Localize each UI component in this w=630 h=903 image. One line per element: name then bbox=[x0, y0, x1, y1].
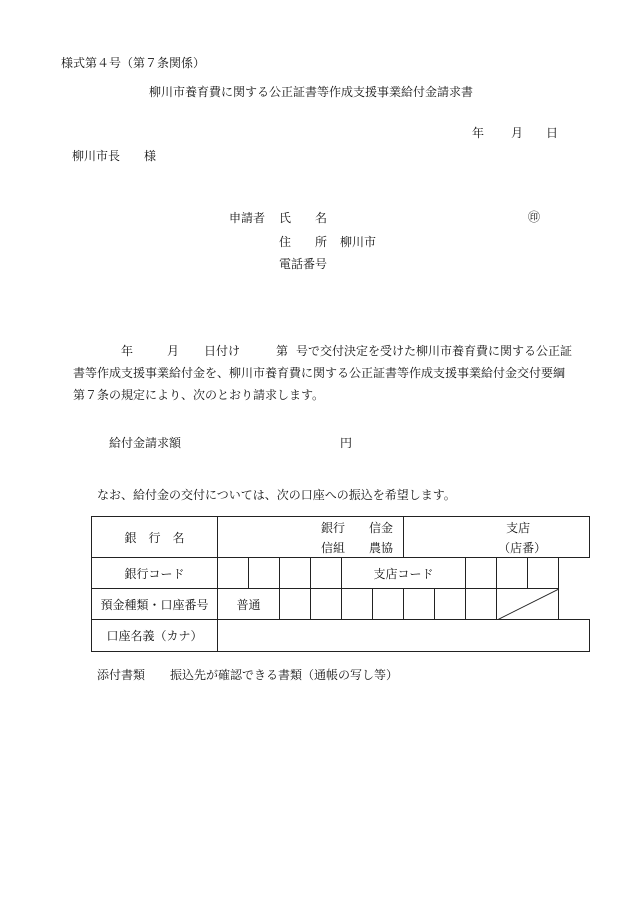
bank-type-bank: 銀行 bbox=[321, 521, 346, 535]
applicant-address-value: 柳川市 bbox=[340, 235, 377, 249]
bank-code-label: 銀行コード bbox=[92, 558, 218, 589]
attachments-value: 振込先が確認できる書類（通帳の写し等） bbox=[170, 668, 399, 682]
document-title: 柳川市養育費に関する公正証書等作成支援事業給付金請求書 bbox=[149, 85, 474, 99]
body-year: 年 bbox=[121, 344, 134, 358]
branch-number-label: （店番） bbox=[498, 541, 547, 555]
amount-label: 給付金請求額 bbox=[109, 436, 182, 450]
transfer-note: なお、給付金の交付については、次の口座への振込を希望します。 bbox=[97, 488, 456, 502]
applicant-phone-label: 電話番号 bbox=[279, 257, 328, 271]
account-number-digit[interactable] bbox=[466, 589, 497, 620]
date-year-label: 年 bbox=[472, 126, 485, 140]
amount-unit: 円 bbox=[340, 436, 353, 450]
bank-code-digit[interactable] bbox=[280, 558, 311, 589]
addressee: 柳川市長 様 bbox=[72, 149, 157, 163]
bank-code-digit[interactable] bbox=[311, 558, 342, 589]
bank-name-label: 銀 行 名 bbox=[92, 517, 218, 558]
account-type-value[interactable]: 普通 bbox=[218, 589, 280, 620]
body-month: 月 bbox=[167, 344, 180, 358]
date-month-label: 月 bbox=[511, 126, 524, 140]
account-holder-value[interactable] bbox=[218, 620, 590, 652]
bank-name-cell[interactable] bbox=[218, 517, 404, 558]
account-number-digit[interactable] bbox=[373, 589, 404, 620]
diagonal-line bbox=[497, 589, 559, 620]
body-day-suffix: 日付け bbox=[204, 344, 241, 358]
diagonal-blank-cell bbox=[497, 589, 559, 620]
body-text: 号で交付決定を受けた柳川市養育費に関する公正証書等作成支援事業給付金を、柳川市養育費に関する公正証書等作成支援事業給付金交付要綱第７条の規定により、次のとおり請求します。 bbox=[73, 344, 573, 402]
request-paragraph bbox=[73, 340, 573, 406]
bank-type-shinkumi: 信組 bbox=[321, 541, 346, 555]
bank-code-digit[interactable] bbox=[249, 558, 280, 589]
bank-type-shinkin: 信金 bbox=[369, 521, 394, 535]
account-number-digit[interactable] bbox=[404, 589, 435, 620]
form-number: 様式第４号（第７条関係） bbox=[61, 56, 206, 70]
branch-name-cell[interactable] bbox=[404, 517, 590, 558]
attachments-label: 添付書類 bbox=[97, 668, 146, 682]
applicant-address-label: 住 所 bbox=[279, 235, 328, 249]
date-day-label: 日 bbox=[546, 126, 559, 140]
applicant-label: 申請者 bbox=[229, 211, 266, 225]
branch-code-digit[interactable] bbox=[528, 558, 559, 589]
account-number-digit[interactable] bbox=[280, 589, 311, 620]
branch-label: 支店 bbox=[506, 521, 531, 535]
branch-code-digit[interactable] bbox=[466, 558, 497, 589]
account-number-digit[interactable] bbox=[342, 589, 373, 620]
branch-code-digit[interactable] bbox=[497, 558, 528, 589]
account-type-label: 預金種類・口座番号 bbox=[92, 589, 218, 620]
applicant-name-label: 氏 名 bbox=[279, 211, 328, 225]
account-number-digit[interactable] bbox=[311, 589, 342, 620]
account-holder-label: 口座名義（カナ） bbox=[92, 620, 218, 652]
branch-code-label: 支店コード bbox=[342, 558, 466, 589]
bank-type-nokyo: 農協 bbox=[369, 541, 394, 555]
account-number-digit[interactable] bbox=[435, 589, 466, 620]
bank-account-table bbox=[91, 516, 590, 652]
seal-mark: ㊞ bbox=[528, 210, 541, 224]
body-dai: 第 bbox=[276, 344, 289, 358]
bank-code-digit[interactable] bbox=[218, 558, 249, 589]
